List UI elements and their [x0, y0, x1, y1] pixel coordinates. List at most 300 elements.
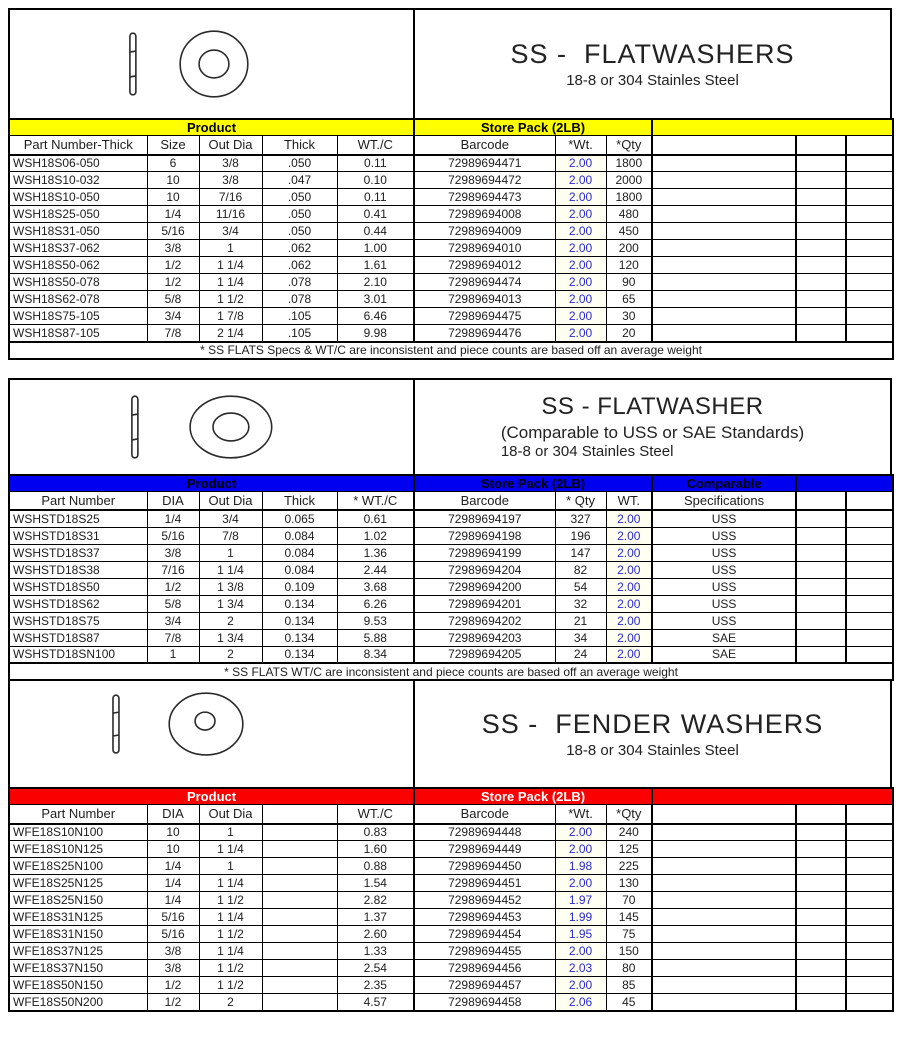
cell: 72989694202 — [414, 612, 555, 629]
part-number-cell: WFE18S50N150 — [9, 977, 147, 994]
cell — [652, 960, 796, 977]
cell — [652, 155, 796, 172]
cell: 5/16 — [147, 909, 199, 926]
cell: 1 3/8 — [199, 578, 262, 595]
cell: 90 — [606, 274, 652, 291]
cell: SAE — [652, 646, 796, 663]
cell: 2.00 — [555, 308, 606, 325]
table-row — [9, 510, 893, 527]
column-header: Barcode — [414, 136, 555, 155]
cell: 2.00 — [555, 274, 606, 291]
cell: 1/2 — [147, 977, 199, 994]
cell: .047 — [262, 172, 337, 189]
cell: 2.00 — [606, 646, 652, 663]
cell — [846, 240, 893, 257]
cell — [846, 960, 893, 977]
part-number-cell: WSH18S06-050 — [9, 155, 147, 172]
column-header — [796, 491, 846, 510]
subtitle-group — [566, 742, 739, 761]
part-number-cell: WFE18S37N150 — [9, 960, 147, 977]
table-row — [9, 824, 893, 841]
cell: 10 — [147, 172, 199, 189]
cell — [652, 858, 796, 875]
cell — [262, 909, 337, 926]
cell — [796, 892, 846, 909]
cell: 54 — [555, 578, 606, 595]
cell: SAE — [652, 629, 796, 646]
section-band — [9, 119, 893, 136]
part-number-cell: WSH18S31-050 — [9, 223, 147, 240]
cell — [796, 206, 846, 223]
cell: 1.95 — [555, 926, 606, 943]
cell: 2 — [199, 612, 262, 629]
table-row — [9, 841, 893, 858]
column-header-row — [9, 491, 893, 510]
table-row — [9, 994, 893, 1011]
cell: 3/8 — [147, 544, 199, 561]
cell: 2.00 — [606, 561, 652, 578]
cell — [652, 257, 796, 274]
cell: 2.00 — [555, 824, 606, 841]
cell — [262, 926, 337, 943]
cell: 2.00 — [555, 189, 606, 206]
column-header — [846, 136, 893, 155]
part-number-cell: WSHSTD18S25 — [9, 510, 147, 527]
column-header — [262, 805, 337, 824]
cell: 72989694008 — [414, 206, 555, 223]
cell — [796, 824, 846, 841]
cell — [796, 325, 846, 342]
table-row — [9, 223, 893, 240]
part-number-cell: WSHSTD18S50 — [9, 578, 147, 595]
table-row — [9, 172, 893, 189]
part-number-cell: WFE18S10N125 — [9, 841, 147, 858]
cell: 3/4 — [147, 612, 199, 629]
footnote-row — [9, 342, 893, 359]
cell: 9.98 — [337, 325, 414, 342]
cell: 145 — [606, 909, 652, 926]
subtitle-group — [501, 422, 804, 462]
band-filler — [652, 119, 893, 136]
table-row — [9, 308, 893, 325]
cell — [652, 291, 796, 308]
cell: 0.084 — [262, 527, 337, 544]
washer-diagram-cell — [10, 681, 415, 787]
cell: 2.00 — [606, 527, 652, 544]
cell: 1.98 — [555, 858, 606, 875]
cell — [262, 943, 337, 960]
cell: 1/2 — [147, 578, 199, 595]
table-row — [9, 875, 893, 892]
cell — [652, 977, 796, 994]
cell: 1 — [199, 544, 262, 561]
cell: 3/4 — [199, 223, 262, 240]
cell — [652, 206, 796, 223]
column-header: Out Dia — [199, 136, 262, 155]
cell: .078 — [262, 274, 337, 291]
column-header — [652, 136, 796, 155]
cell: 45 — [606, 994, 652, 1011]
cell — [846, 892, 893, 909]
cell: 2.00 — [555, 943, 606, 960]
cell — [846, 510, 893, 527]
title-cell — [415, 10, 890, 118]
cell: 5/8 — [147, 291, 199, 308]
footnote: * SS FLATS Specs & WT/C are inconsistent and piece counts are based off an average weight — [9, 342, 893, 359]
cell — [846, 578, 893, 595]
column-header: Out Dia — [199, 491, 262, 510]
cell: 0.44 — [337, 223, 414, 240]
cell: 2.00 — [555, 325, 606, 342]
cell — [846, 291, 893, 308]
cell: 72989694198 — [414, 527, 555, 544]
table-row — [9, 274, 893, 291]
cell — [846, 325, 893, 342]
cell: 75 — [606, 926, 652, 943]
table-title: SS - FLATWASHER — [541, 392, 764, 420]
part-number-cell: WFE18S25N100 — [9, 858, 147, 875]
column-header: *Qty — [606, 136, 652, 155]
cell: 1 1/2 — [199, 960, 262, 977]
cell: 4.57 — [337, 994, 414, 1011]
cell: 72989694457 — [414, 977, 555, 994]
section-band — [9, 475, 893, 492]
cell: 8.34 — [337, 646, 414, 663]
washer-top-view-icon — [190, 396, 272, 458]
cell — [846, 875, 893, 892]
cell: .050 — [262, 155, 337, 172]
cell: 480 — [606, 206, 652, 223]
table-row — [9, 909, 893, 926]
cell — [652, 325, 796, 342]
cell: 0.41 — [337, 206, 414, 223]
part-number-cell: WFE18S31N150 — [9, 926, 147, 943]
table-row — [9, 629, 893, 646]
cell — [262, 994, 337, 1011]
part-number-cell: WSH18S75-105 — [9, 308, 147, 325]
column-header: WT./C — [337, 136, 414, 155]
cell: 5/16 — [147, 223, 199, 240]
table-gap — [8, 360, 892, 378]
cell: 72989694455 — [414, 943, 555, 960]
cell: 1 1/4 — [199, 943, 262, 960]
cell: 1800 — [606, 189, 652, 206]
column-header: Part Number — [9, 805, 147, 824]
cell — [652, 274, 796, 291]
cell: 0.134 — [262, 612, 337, 629]
cell — [652, 926, 796, 943]
part-number-cell: WSHSTD18S62 — [9, 595, 147, 612]
cell — [846, 155, 893, 172]
column-header: Thick — [262, 491, 337, 510]
cell: USS — [652, 510, 796, 527]
part-number-cell: WSH18S50-078 — [9, 274, 147, 291]
part-number-cell: WSHSTD18S37 — [9, 544, 147, 561]
cell: 5/16 — [147, 527, 199, 544]
part-number-cell: WSH18S87-105 — [9, 325, 147, 342]
footnote: * SS FLATS WT/C are inconsistent and piece counts are based off an average weight — [9, 663, 893, 680]
cell — [652, 172, 796, 189]
cell: 30 — [606, 308, 652, 325]
cell: 5/8 — [147, 595, 199, 612]
cell: 0.134 — [262, 595, 337, 612]
fender-washers-section — [8, 681, 892, 1012]
cell: 1 1/2 — [199, 926, 262, 943]
cell: 5/16 — [147, 926, 199, 943]
table-subtitle: 18-8 or 304 Stainles Steel — [566, 71, 739, 89]
cell — [652, 943, 796, 960]
cell — [796, 240, 846, 257]
cell — [796, 909, 846, 926]
column-header: Part Number — [9, 491, 147, 510]
washer-side-view-icon — [132, 396, 138, 458]
column-header: Barcode — [414, 491, 555, 510]
cell: 0.83 — [337, 824, 414, 841]
cell: 0.084 — [262, 561, 337, 578]
cell — [846, 172, 893, 189]
cell — [846, 223, 893, 240]
cell: 1/2 — [147, 274, 199, 291]
cell: 2.35 — [337, 977, 414, 994]
column-header: DIA — [147, 805, 199, 824]
cell — [652, 892, 796, 909]
cell: 1/4 — [147, 510, 199, 527]
part-number-cell: WSHSTD18S31 — [9, 527, 147, 544]
cell: 1/4 — [147, 206, 199, 223]
cell: 10 — [147, 824, 199, 841]
cell — [652, 824, 796, 841]
cell: 3.01 — [337, 291, 414, 308]
product-band-label: Product — [9, 475, 414, 492]
product-band-label: Product — [9, 119, 414, 136]
section-band — [9, 788, 893, 805]
cell — [846, 858, 893, 875]
cell: USS — [652, 561, 796, 578]
cell: 21 — [555, 612, 606, 629]
cell: 72989694449 — [414, 841, 555, 858]
cell: 72989694012 — [414, 257, 555, 274]
cell — [796, 841, 846, 858]
table-row — [9, 578, 893, 595]
table-row — [9, 544, 893, 561]
cell: USS — [652, 578, 796, 595]
column-header: * Qty — [555, 491, 606, 510]
cell — [796, 257, 846, 274]
cell — [846, 561, 893, 578]
cell: 72989694199 — [414, 544, 555, 561]
column-header — [652, 805, 796, 824]
cell: 7/8 — [147, 629, 199, 646]
fender-washers-header — [8, 681, 892, 787]
cell: 7/16 — [199, 189, 262, 206]
cell: 1 1/4 — [199, 841, 262, 858]
cell: 1.99 — [555, 909, 606, 926]
cell: 9.53 — [337, 612, 414, 629]
cell: 72989694458 — [414, 994, 555, 1011]
cell: 3/8 — [199, 172, 262, 189]
cell — [796, 223, 846, 240]
cell: 1/2 — [147, 994, 199, 1011]
cell: 1 3/4 — [199, 595, 262, 612]
cell: 1/2 — [147, 257, 199, 274]
cell: 0.084 — [262, 544, 337, 561]
cell: 72989694456 — [414, 960, 555, 977]
cell: 1/4 — [147, 875, 199, 892]
washer-diagram-cell — [10, 380, 415, 474]
cell: 34 — [555, 629, 606, 646]
cell: 5.88 — [337, 629, 414, 646]
cell: 1 1/4 — [199, 561, 262, 578]
cell: 7/8 — [147, 325, 199, 342]
cell — [262, 960, 337, 977]
cell — [796, 155, 846, 172]
cell — [796, 858, 846, 875]
cell: 2.00 — [555, 841, 606, 858]
cell: 0.10 — [337, 172, 414, 189]
cell: 7/8 — [199, 527, 262, 544]
cell: 72989694473 — [414, 189, 555, 206]
cell — [796, 943, 846, 960]
cell: 72989694200 — [414, 578, 555, 595]
cell: USS — [652, 527, 796, 544]
cell: 196 — [555, 527, 606, 544]
band-filler — [796, 475, 893, 492]
cell: 3/8 — [199, 155, 262, 172]
cell — [262, 824, 337, 841]
part-number-cell: WSHSTD18SN100 — [9, 646, 147, 663]
cell — [846, 629, 893, 646]
cell: .050 — [262, 223, 337, 240]
cell — [846, 527, 893, 544]
cell: 0.11 — [337, 155, 414, 172]
cell: 72989694450 — [414, 858, 555, 875]
table-subtitle: (Comparable to USS or SAE Standards) — [500, 422, 805, 442]
washer-diagram-cell — [10, 10, 415, 118]
column-header: *Wt. — [555, 805, 606, 824]
cell — [796, 595, 846, 612]
cell: 2.00 — [555, 257, 606, 274]
table-row — [9, 612, 893, 629]
cell — [262, 858, 337, 875]
cell: 32 — [555, 595, 606, 612]
cell — [796, 960, 846, 977]
cell: 2 1/4 — [199, 325, 262, 342]
column-header — [846, 805, 893, 824]
cell: 1.02 — [337, 527, 414, 544]
cell: .105 — [262, 325, 337, 342]
flatwasher-std-table — [8, 474, 894, 682]
cell: 1.54 — [337, 875, 414, 892]
cell: 72989694476 — [414, 325, 555, 342]
cell: 225 — [606, 858, 652, 875]
cell: 72989694451 — [414, 875, 555, 892]
cell — [846, 926, 893, 943]
table-row — [9, 257, 893, 274]
table-row — [9, 189, 893, 206]
column-header — [796, 136, 846, 155]
cell — [652, 223, 796, 240]
cell: USS — [652, 544, 796, 561]
part-number-cell: WFE18S10N100 — [9, 824, 147, 841]
cell: 11/16 — [199, 206, 262, 223]
column-header: * WT./C — [337, 491, 414, 510]
cell: 72989694453 — [414, 909, 555, 926]
cell: 2000 — [606, 172, 652, 189]
column-header: WT./C — [337, 805, 414, 824]
column-header: Part Number-Thick — [9, 136, 147, 155]
cell — [652, 189, 796, 206]
cell: 72989694472 — [414, 172, 555, 189]
cell — [796, 994, 846, 1011]
part-number-cell: WSH18S10-050 — [9, 189, 147, 206]
cell — [846, 189, 893, 206]
column-header: Out Dia — [199, 805, 262, 824]
flatwasher-std-header — [8, 378, 892, 474]
comparable-band-label: Comparable — [652, 475, 796, 492]
cell: 3.68 — [337, 578, 414, 595]
table-row — [9, 240, 893, 257]
cell: 2.00 — [606, 595, 652, 612]
washer-top-view-icon — [180, 31, 248, 97]
footnote-row — [9, 663, 893, 680]
cell — [796, 274, 846, 291]
cell: 2.10 — [337, 274, 414, 291]
cell — [652, 308, 796, 325]
cell — [796, 510, 846, 527]
cell — [652, 841, 796, 858]
cell: 72989694204 — [414, 561, 555, 578]
fender-washer-diagram — [10, 683, 413, 785]
cell: 3/4 — [147, 308, 199, 325]
flatwasher-std-section — [8, 378, 892, 682]
cell: 85 — [606, 977, 652, 994]
cell: 72989694010 — [414, 240, 555, 257]
cell — [846, 595, 893, 612]
table-title: SS - FENDER WASHERS — [481, 708, 824, 739]
cell: 1 1/4 — [199, 257, 262, 274]
cell: 0.065 — [262, 510, 337, 527]
cell: 72989694471 — [414, 155, 555, 172]
cell: 2.00 — [555, 977, 606, 994]
cell: 72989694013 — [414, 291, 555, 308]
cell — [652, 875, 796, 892]
subtitle-group — [566, 72, 739, 91]
cell: 0.88 — [337, 858, 414, 875]
table-row — [9, 977, 893, 994]
cell — [846, 824, 893, 841]
table-row — [9, 926, 893, 943]
cell: 2.60 — [337, 926, 414, 943]
cell: .078 — [262, 291, 337, 308]
cell: 20 — [606, 325, 652, 342]
cell: 1 1/4 — [199, 875, 262, 892]
cell: 72989694205 — [414, 646, 555, 663]
table-subtitle: 18-8 or 304 Stainles Steel — [566, 741, 739, 759]
part-number-cell: WSHSTD18S87 — [9, 629, 147, 646]
part-number-cell: WSH18S10-032 — [9, 172, 147, 189]
cell — [796, 189, 846, 206]
cell: 2.00 — [606, 510, 652, 527]
cell — [262, 977, 337, 994]
cell: .050 — [262, 206, 337, 223]
cell: 72989694474 — [414, 274, 555, 291]
cell: 72989694009 — [414, 223, 555, 240]
table-row — [9, 858, 893, 875]
cell: 6.26 — [337, 595, 414, 612]
cell: 24 — [555, 646, 606, 663]
table-row — [9, 646, 893, 663]
cell: 2.00 — [606, 629, 652, 646]
